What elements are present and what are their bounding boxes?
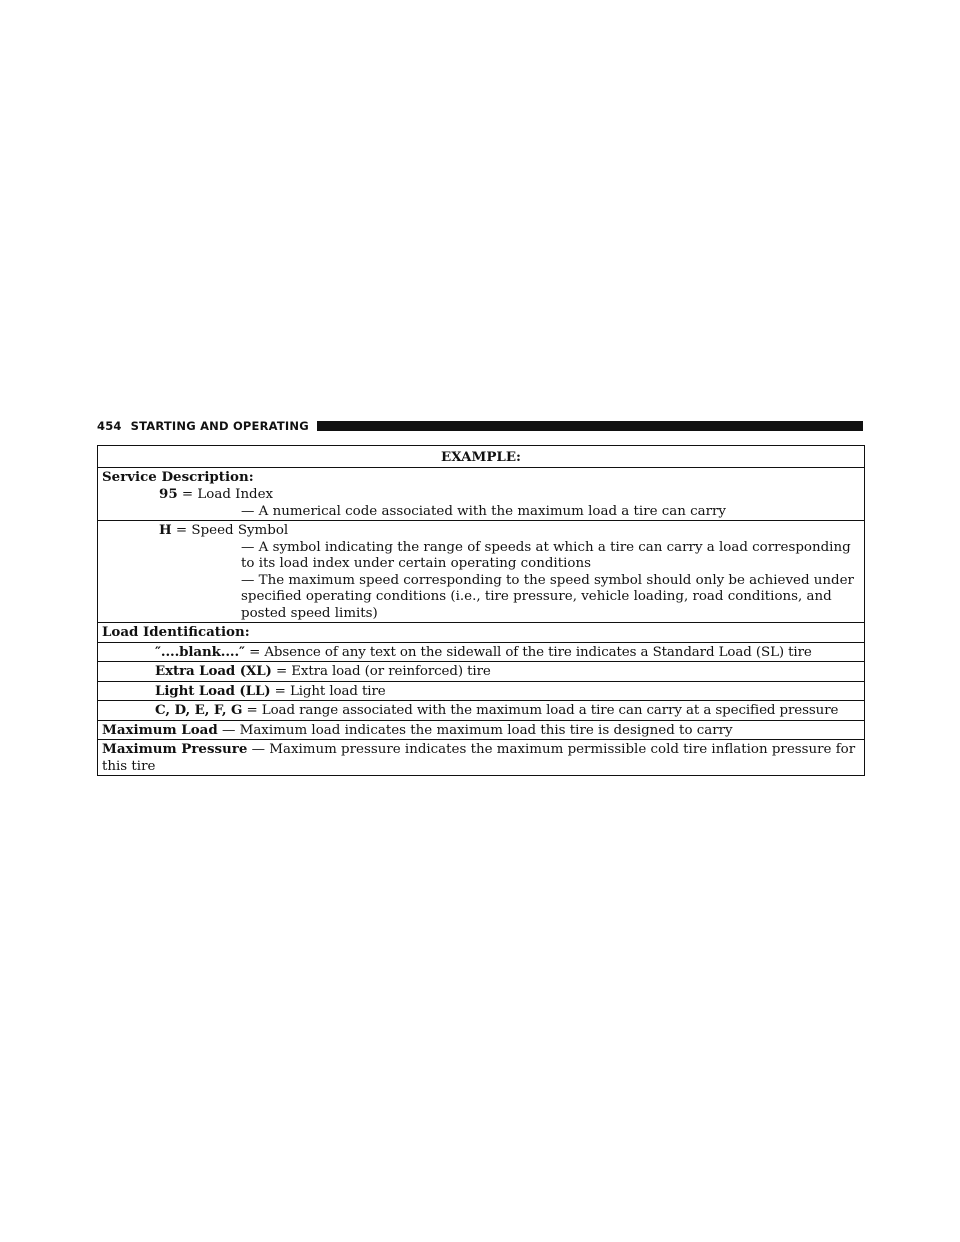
speed-symbol-code: H (159, 522, 172, 538)
maximum-pressure-definition: — Maximum pressure indicates the maximum permissible cold tire inflation pressure for this tire (102, 742, 856, 774)
table-row (98, 622, 864, 642)
page-header (97, 418, 863, 434)
load-definition: = Extra load (or reinforced) tire (275, 664, 491, 679)
load-term: C, D, E, F, G (155, 702, 243, 718)
maximum-load-definition: — Maximum load indicates the maximum load this tire is designed to carry (221, 722, 733, 738)
table-row (98, 467, 864, 521)
tire-code-table (97, 445, 865, 776)
header-rule (317, 421, 863, 431)
load-identification-heading: Load Identification: (102, 624, 250, 640)
section-title: STARTING AND OPERATING (130, 419, 309, 433)
table-title: EXAMPLE: (441, 449, 521, 465)
speed-symbol-line (102, 522, 860, 540)
load-definition: = Load range associated with the maximum load a tire can carry at a specified pressure (246, 703, 839, 718)
speed-symbol-description: — The maximum speed corresponding to the speed symbol should only be achieved under specified operating conditions (i.e., tire pressure, vehicle loading, road conditions, and posted speed limits) (241, 572, 854, 621)
load-definition: = Light load tire (274, 683, 386, 699)
speed-symbol-label: = Speed Symbol (175, 523, 289, 538)
speed-symbol-description: — A symbol indicating the range of speeds at which a tire can carry a load corresponding to its load index under certain operating conditions (241, 539, 851, 571)
load-definition: = Absence of any text on the sidewall of the tire indicates a Standard Load (SL) tire (249, 644, 812, 660)
load-index-label: = Load Index (181, 487, 274, 502)
load-index-code: 95 (159, 486, 178, 502)
table-row (98, 661, 864, 681)
page-number: 454 (97, 419, 122, 433)
service-description-heading: Service Description: (102, 468, 254, 485)
table-row (98, 520, 864, 622)
load-term: Extra Load (XL) (155, 663, 272, 679)
load-index-line (102, 486, 860, 504)
table-row (98, 700, 864, 720)
load-term: Light Load (LL) (155, 682, 271, 699)
table-row (98, 739, 864, 775)
table-row (98, 681, 864, 701)
load-index-description: — A numerical code associated with the maximum load a tire can carry (241, 503, 726, 519)
table-row (98, 642, 864, 662)
maximum-pressure-term: Maximum Pressure (102, 741, 248, 757)
maximum-load-term: Maximum Load (102, 721, 218, 738)
load-term: ″....blank....″ (155, 643, 245, 660)
table-row (98, 720, 864, 740)
